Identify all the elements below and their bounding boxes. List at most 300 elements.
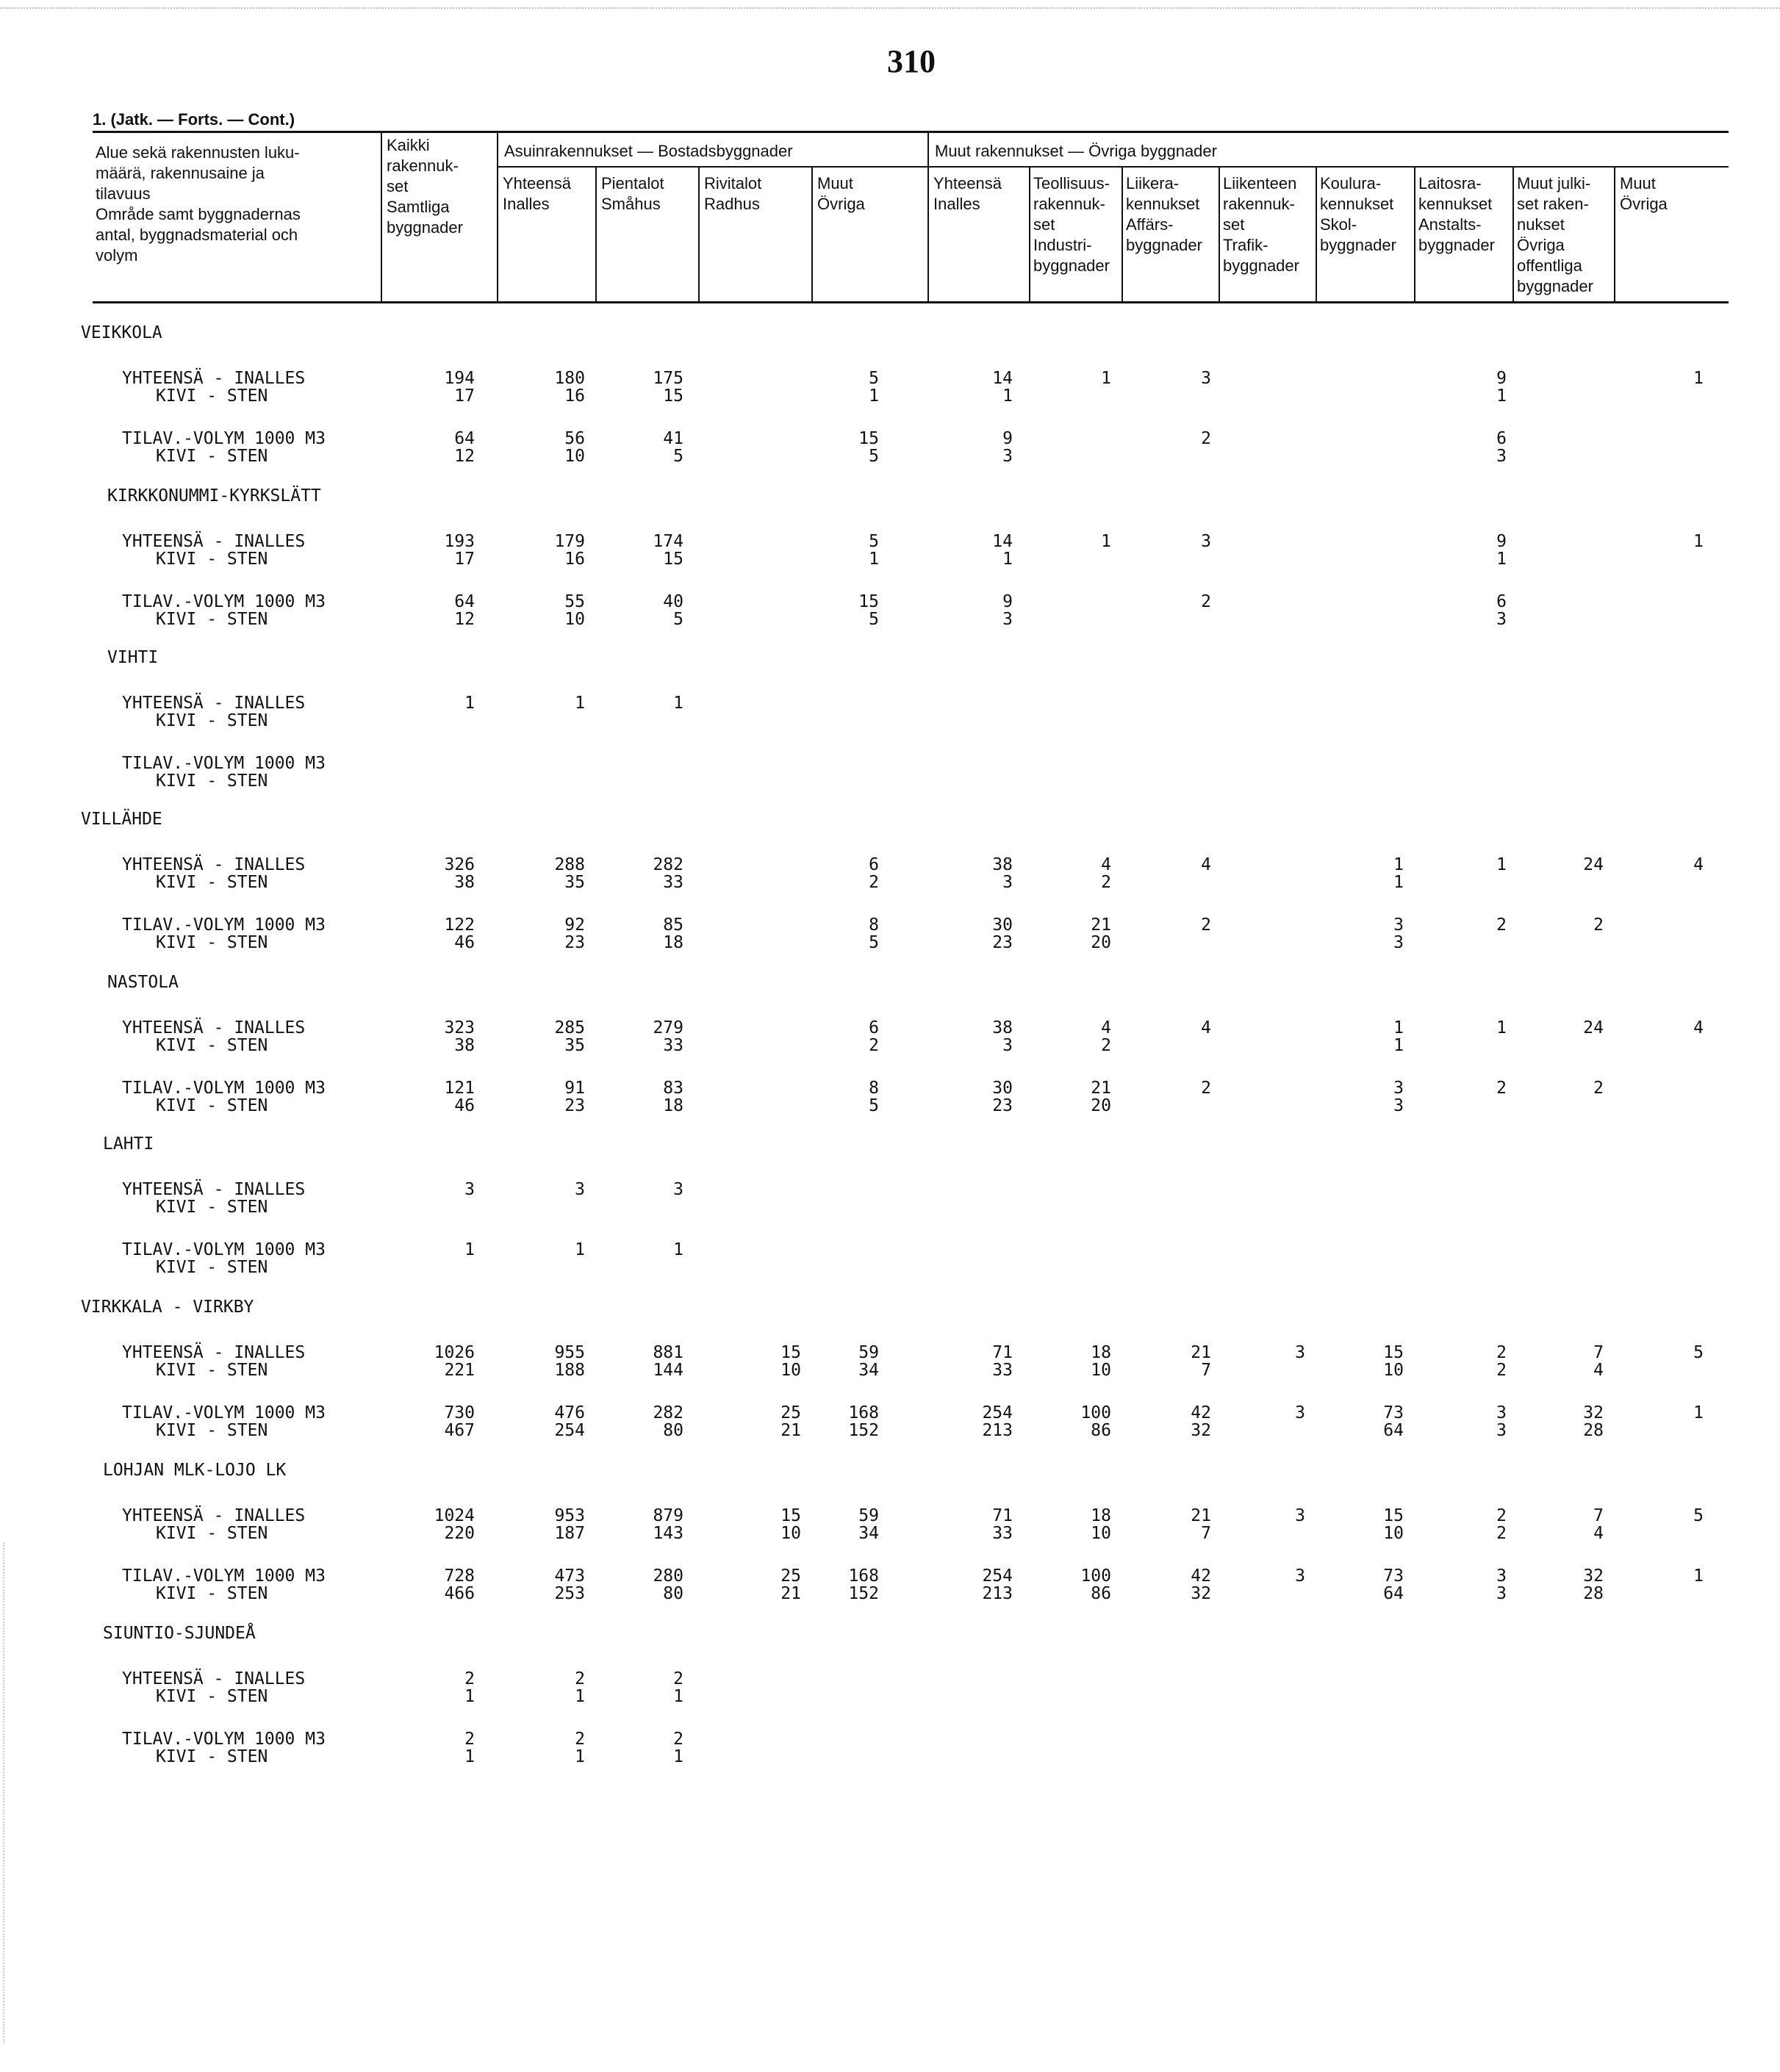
table-cell: 92 <box>564 916 585 935</box>
row-label: TILAV.-VOLYM 1000 M3 <box>122 429 326 448</box>
table-cell: 4 <box>1593 1524 1604 1543</box>
table-cell: 16 <box>564 386 585 406</box>
col-rule <box>595 166 597 301</box>
table-cell: 254 <box>982 1403 1013 1422</box>
table-cell: 1 <box>1693 369 1704 388</box>
header-col-res-total: Yhteensä Inalles <box>503 174 571 213</box>
header-col-other-total: Yhteensä Inalles <box>933 174 1002 213</box>
col-rule <box>381 131 382 301</box>
table-cell: 10 <box>1091 1524 1111 1543</box>
table-cell: 24 <box>1583 1018 1604 1037</box>
table-cell: 3 <box>1295 1403 1305 1422</box>
table-cell: 5 <box>869 369 879 388</box>
table-cell: 1 <box>464 1240 475 1259</box>
region-name: VIHTI <box>107 648 159 667</box>
row-label: KIVI - STEN <box>156 1361 268 1380</box>
header-top-rule <box>93 131 1729 133</box>
table-cell: 5 <box>869 1096 879 1115</box>
table-cell: 12 <box>454 610 475 629</box>
table-cell: 3 <box>1002 447 1013 466</box>
table-cell: 282 <box>653 855 683 874</box>
row-label: KIVI - STEN <box>156 1198 268 1217</box>
table-cell: 168 <box>848 1566 879 1586</box>
table-cell: 1 <box>1693 1566 1704 1586</box>
table-cell: 5 <box>869 610 879 629</box>
row-label: YHTEENSÄ - INALLES <box>122 1669 306 1688</box>
table-cell: 64 <box>454 592 475 611</box>
table-cell: 38 <box>992 1018 1013 1037</box>
table-cell: 253 <box>554 1584 585 1603</box>
header-col-public-other: Muut julki- set raken- nukset Övriga offentliga byggnader <box>1517 174 1593 295</box>
col-rule <box>1414 166 1415 301</box>
table-cell: 3 <box>1496 1403 1507 1422</box>
table-cell: 4 <box>1101 1018 1111 1037</box>
table-cell: 3 <box>673 1180 683 1199</box>
table-cell: 3 <box>1295 1566 1305 1586</box>
table-cell: 71 <box>992 1506 1013 1525</box>
table-cell: 152 <box>848 1584 879 1603</box>
table-cell: 7 <box>1201 1361 1211 1380</box>
table-cell: 32 <box>1191 1584 1211 1603</box>
table-cell: 4 <box>1101 855 1111 874</box>
table-cell: 2 <box>464 1669 475 1688</box>
table-cell: 83 <box>663 1079 683 1098</box>
table-cell: 1 <box>869 550 879 569</box>
table-cell: 10 <box>564 610 585 629</box>
col-rule <box>1122 166 1123 301</box>
table-cell: 2 <box>673 1669 683 1688</box>
table-cell: 220 <box>444 1524 475 1543</box>
row-label: TILAV.-VOLYM 1000 M3 <box>122 1730 326 1749</box>
table-cell: 9 <box>1002 429 1013 448</box>
table-cell: 10 <box>780 1361 801 1380</box>
table-cell: 213 <box>982 1584 1013 1603</box>
table-cell: 3 <box>1393 1096 1404 1115</box>
table-cell: 35 <box>564 873 585 892</box>
table-cell: 4 <box>1201 1018 1211 1037</box>
table-cell: 85 <box>663 916 683 935</box>
table-cell: 6 <box>1496 592 1507 611</box>
table-cell: 194 <box>444 369 475 388</box>
table-cell: 2 <box>869 873 879 892</box>
table-cell: 46 <box>454 933 475 952</box>
table-cell: 187 <box>554 1524 585 1543</box>
table-cell: 9 <box>1002 592 1013 611</box>
table-cell: 33 <box>992 1524 1013 1543</box>
table-cell: 1 <box>1393 855 1404 874</box>
table-cell: 64 <box>1383 1584 1404 1603</box>
table-cell: 32 <box>1583 1403 1604 1422</box>
table-cell: 55 <box>564 592 585 611</box>
region-name: LOHJAN MLK-LOJO LK <box>103 1461 287 1480</box>
header-col-traffic: Liikenteen rakennuk- set Trafik- byggnader <box>1223 174 1299 275</box>
header-col-school: Koulura- kennukset Skol- byggnader <box>1320 174 1396 254</box>
table-cell: 3 <box>1496 1584 1507 1603</box>
table-cell: 2 <box>464 1730 475 1749</box>
row-label: KIVI - STEN <box>156 1036 268 1055</box>
header-col-commercial: Liikera- kennukset Affärs- byggnader <box>1126 174 1202 254</box>
table-cell: 10 <box>1383 1524 1404 1543</box>
table-cell: 5 <box>673 447 683 466</box>
table-cell: 2 <box>1496 1343 1507 1362</box>
table-cell: 2 <box>1496 1524 1507 1543</box>
col-rule <box>927 131 929 301</box>
table-cell: 179 <box>554 532 585 551</box>
header-total: Kaikki rakennuk- set Samtliga byggnader <box>387 136 463 237</box>
header-col-industrial: Teollisuus- rakennuk- set Industri- byggnader <box>1033 174 1110 275</box>
table-cell: 2 <box>1496 916 1507 935</box>
table-cell: 175 <box>653 369 683 388</box>
table-cell: 466 <box>444 1584 475 1603</box>
col-rule <box>1316 166 1317 301</box>
table-cell: 1 <box>464 1687 475 1706</box>
table-cell: 7 <box>1593 1343 1604 1362</box>
table-cell: 38 <box>992 855 1013 874</box>
row-label: TILAV.-VOLYM 1000 M3 <box>122 1403 326 1422</box>
table-cell: 18 <box>663 933 683 952</box>
table-cell: 12 <box>454 447 475 466</box>
table-cell: 1 <box>464 1747 475 1766</box>
table-cell: 24 <box>1583 855 1604 874</box>
table-cell: 18 <box>663 1096 683 1115</box>
table-cell: 3 <box>1496 1566 1507 1586</box>
table-cell: 2 <box>1496 1506 1507 1525</box>
row-label: KIVI - STEN <box>156 1096 268 1115</box>
table-cell: 1 <box>673 694 683 713</box>
table-cell: 2 <box>575 1669 585 1688</box>
table-cell: 1 <box>1101 532 1111 551</box>
table-cell: 1 <box>673 1747 683 1766</box>
table-cell: 28 <box>1583 1421 1604 1440</box>
table-cell: 91 <box>564 1079 585 1098</box>
table-cell: 23 <box>564 1096 585 1115</box>
table-cell: 33 <box>663 1036 683 1055</box>
region-name: VIRKKALA - VIRKBY <box>81 1298 254 1317</box>
table-cell: 9 <box>1496 369 1507 388</box>
table-cell: 1 <box>1496 550 1507 569</box>
table-cell: 1 <box>575 1747 585 1766</box>
table-cell: 152 <box>848 1421 879 1440</box>
table-cell: 3 <box>1295 1506 1305 1525</box>
table-cell: 14 <box>992 532 1013 551</box>
table-cell: 56 <box>564 429 585 448</box>
table-cell: 168 <box>848 1403 879 1422</box>
table-cell: 221 <box>444 1361 475 1380</box>
table-cell: 5 <box>869 933 879 952</box>
table-cell: 10 <box>780 1524 801 1543</box>
continuation-label: 1. (Jatk. — Forts. — Cont.) <box>93 110 295 129</box>
region-name: KIRKKONUMMI-KYRKSLÄTT <box>107 486 321 506</box>
header-col-res-other: Muut Övriga <box>817 174 865 213</box>
table-cell: 21 <box>780 1421 801 1440</box>
table-cell: 5 <box>1693 1343 1704 1362</box>
table-cell: 15 <box>663 550 683 569</box>
table-cell: 121 <box>444 1079 475 1098</box>
region-name: LAHTI <box>103 1134 154 1154</box>
table-cell: 2 <box>1496 1361 1507 1380</box>
table-cell: 3 <box>1496 1421 1507 1440</box>
table-cell: 38 <box>454 1036 475 1055</box>
table-cell: 10 <box>1383 1361 1404 1380</box>
header-col-terraced: Rivitalot Radhus <box>704 174 762 213</box>
table-cell: 38 <box>454 873 475 892</box>
table-cell: 5 <box>869 447 879 466</box>
table-cell: 34 <box>858 1524 879 1543</box>
table-cell: 21 <box>1191 1343 1211 1362</box>
table-cell: 3 <box>1496 610 1507 629</box>
region-name: VEIKKOLA <box>81 323 162 342</box>
table-cell: 3 <box>1002 873 1013 892</box>
table-cell: 3 <box>1496 447 1507 466</box>
table-cell: 282 <box>653 1403 683 1422</box>
table-cell: 3 <box>1393 1079 1404 1098</box>
table-cell: 5 <box>1693 1506 1704 1525</box>
table-cell: 15 <box>663 386 683 406</box>
table-cell: 1 <box>1693 532 1704 551</box>
row-label: TILAV.-VOLYM 1000 M3 <box>122 754 326 773</box>
table-cell: 15 <box>858 429 879 448</box>
table-cell: 174 <box>653 532 683 551</box>
group-divider-rule <box>497 166 1729 168</box>
row-label: KIVI - STEN <box>156 873 268 892</box>
table-cell: 1 <box>1393 1018 1404 1037</box>
table-cell: 4 <box>1693 1018 1704 1037</box>
table-cell: 15 <box>780 1506 801 1525</box>
row-label: KIVI - STEN <box>156 550 268 569</box>
table-cell: 15 <box>780 1343 801 1362</box>
row-label: KIVI - STEN <box>156 1747 268 1766</box>
table-cell: 15 <box>1383 1343 1404 1362</box>
table-cell: 21 <box>780 1584 801 1603</box>
row-label: TILAV.-VOLYM 1000 M3 <box>122 1079 326 1098</box>
table-cell: 28 <box>1583 1584 1604 1603</box>
row-label: YHTEENSÄ - INALLES <box>122 1018 306 1037</box>
table-cell: 285 <box>554 1018 585 1037</box>
col-rule <box>698 166 700 301</box>
table-cell: 7 <box>1201 1524 1211 1543</box>
table-cell: 2 <box>1496 1079 1507 1098</box>
table-cell: 2 <box>1101 1036 1111 1055</box>
table-cell: 3 <box>1393 916 1404 935</box>
row-label: TILAV.-VOLYM 1000 M3 <box>122 1566 326 1586</box>
table-cell: 122 <box>444 916 475 935</box>
col-rule <box>811 166 813 301</box>
table-cell: 18 <box>1091 1506 1111 1525</box>
table-cell: 879 <box>653 1506 683 1525</box>
table-cell: 1 <box>673 1687 683 1706</box>
table-cell: 953 <box>554 1506 585 1525</box>
table-cell: 33 <box>663 873 683 892</box>
col-rule <box>1029 166 1030 301</box>
table-cell: 279 <box>653 1018 683 1037</box>
table-cell: 326 <box>444 855 475 874</box>
table-cell: 3 <box>464 1180 475 1199</box>
table-cell: 3 <box>1201 532 1211 551</box>
table-cell: 16 <box>564 550 585 569</box>
table-cell: 2 <box>1201 592 1211 611</box>
table-cell: 80 <box>663 1421 683 1440</box>
table-cell: 3 <box>1393 933 1404 952</box>
table-cell: 20 <box>1091 1096 1111 1115</box>
table-cell: 955 <box>554 1343 585 1362</box>
table-cell: 35 <box>564 1036 585 1055</box>
table-cell: 18 <box>1091 1343 1111 1362</box>
table-cell: 1 <box>1393 1036 1404 1055</box>
table-cell: 64 <box>454 429 475 448</box>
table-cell: 64 <box>1383 1421 1404 1440</box>
header-col-institution: Laitosra- kennukset Anstalts- byggnader <box>1418 174 1495 254</box>
col-rule <box>497 131 498 301</box>
row-label: YHTEENSÄ - INALLES <box>122 369 306 388</box>
table-cell: 193 <box>444 532 475 551</box>
row-label: KIVI - STEN <box>156 933 268 952</box>
margin-dots <box>3 1543 4 2043</box>
table-cell: 6 <box>1496 429 1507 448</box>
table-cell: 17 <box>454 550 475 569</box>
row-label: KIVI - STEN <box>156 447 268 466</box>
header-col-detached: Pientalot Småhus <box>601 174 664 213</box>
table-cell: 71 <box>992 1343 1013 1362</box>
table-cell: 213 <box>982 1421 1013 1440</box>
table-cell: 1 <box>1002 550 1013 569</box>
table-cell: 2 <box>1201 1079 1211 1098</box>
row-label: YHTEENSÄ - INALLES <box>122 855 306 874</box>
row-label: YHTEENSÄ - INALLES <box>122 1506 306 1525</box>
table-cell: 2 <box>1593 916 1604 935</box>
table-cell: 25 <box>780 1566 801 1586</box>
table-cell: 6 <box>869 1018 879 1037</box>
table-cell: 6 <box>869 855 879 874</box>
table-cell: 3 <box>1201 369 1211 388</box>
table-cell: 34 <box>858 1361 879 1380</box>
table-cell: 23 <box>992 1096 1013 1115</box>
row-label: YHTEENSÄ - INALLES <box>122 1180 306 1199</box>
header-col-other: Muut Övriga <box>1620 174 1668 213</box>
table-cell: 2 <box>575 1730 585 1749</box>
table-cell: 73 <box>1383 1566 1404 1586</box>
table-cell: 2 <box>1593 1079 1604 1098</box>
table-cell: 1 <box>869 386 879 406</box>
table-cell: 59 <box>858 1343 879 1362</box>
table-cell: 100 <box>1080 1566 1111 1586</box>
table-cell: 3 <box>1002 1036 1013 1055</box>
row-label: YHTEENSÄ - INALLES <box>122 694 306 713</box>
table-cell: 100 <box>1080 1403 1111 1422</box>
table-cell: 10 <box>564 447 585 466</box>
table-cell: 33 <box>992 1361 1013 1380</box>
table-cell: 32 <box>1583 1566 1604 1586</box>
table-cell: 7 <box>1593 1506 1604 1525</box>
table-cell: 1 <box>1496 855 1507 874</box>
table-cell: 40 <box>663 592 683 611</box>
table-cell: 254 <box>982 1566 1013 1586</box>
table-cell: 80 <box>663 1584 683 1603</box>
table-cell: 2 <box>1101 873 1111 892</box>
row-label: TILAV.-VOLYM 1000 M3 <box>122 592 326 611</box>
table-cell: 467 <box>444 1421 475 1440</box>
row-label: TILAV.-VOLYM 1000 M3 <box>122 1240 326 1259</box>
table-cell: 476 <box>554 1403 585 1422</box>
table-cell: 180 <box>554 369 585 388</box>
table-cell: 5 <box>673 610 683 629</box>
row-label: KIVI - STEN <box>156 610 268 629</box>
table-cell: 32 <box>1191 1421 1211 1440</box>
table-cell: 323 <box>444 1018 475 1037</box>
table-cell: 1 <box>1002 386 1013 406</box>
region-name: VILLÄHDE <box>81 810 162 829</box>
table-cell: 3 <box>575 1180 585 1199</box>
table-cell: 143 <box>653 1524 683 1543</box>
table-cell: 15 <box>1383 1506 1404 1525</box>
table-cell: 188 <box>554 1361 585 1380</box>
table-cell: 23 <box>992 933 1013 952</box>
table-cell: 73 <box>1383 1403 1404 1422</box>
table-cell: 17 <box>454 386 475 406</box>
table-cell: 21 <box>1091 916 1111 935</box>
table-cell: 1 <box>1393 873 1404 892</box>
table-cell: 46 <box>454 1096 475 1115</box>
table-cell: 4 <box>1201 855 1211 874</box>
table-cell: 881 <box>653 1343 683 1362</box>
table-cell: 21 <box>1191 1506 1211 1525</box>
table-cell: 288 <box>554 855 585 874</box>
row-label: KIVI - STEN <box>156 1687 268 1706</box>
table-cell: 42 <box>1191 1403 1211 1422</box>
table-cell: 2 <box>1201 429 1211 448</box>
table-cell: 2 <box>869 1036 879 1055</box>
page-number: 310 <box>887 43 936 79</box>
row-label: KIVI - STEN <box>156 1258 268 1277</box>
table-cell: 30 <box>992 1079 1013 1098</box>
table-cell: 1 <box>575 694 585 713</box>
table-cell: 1 <box>1496 1018 1507 1037</box>
table-cell: 473 <box>554 1566 585 1586</box>
table-cell: 25 <box>780 1403 801 1422</box>
table-cell: 8 <box>869 1079 879 1098</box>
table-cell: 14 <box>992 369 1013 388</box>
row-label: YHTEENSÄ - INALLES <box>122 532 306 551</box>
row-label: KIVI - STEN <box>156 1524 268 1543</box>
table-cell: 144 <box>653 1361 683 1380</box>
table-cell: 1 <box>575 1240 585 1259</box>
table-cell: 15 <box>858 592 879 611</box>
table-cell: 1 <box>673 1240 683 1259</box>
header-stub: Alue sekä rakennusten luku- määrä, rakennusaine ja tilavuus Område samt byggnadernas antal, byggnadsmaterial och volym <box>96 143 301 265</box>
row-label: TILAV.-VOLYM 1000 M3 <box>122 916 326 935</box>
row-label: KIVI - STEN <box>156 711 268 730</box>
header-residential-group: Asuinrakennukset — Bostadsbyggnader <box>504 142 793 160</box>
table-cell: 728 <box>444 1566 475 1586</box>
table-cell: 8 <box>869 916 879 935</box>
header-bottom-rule <box>93 301 1729 303</box>
table-cell: 1026 <box>434 1343 475 1362</box>
table-cell: 4 <box>1693 855 1704 874</box>
table-cell: 3 <box>1002 610 1013 629</box>
table-cell: 1024 <box>434 1506 475 1525</box>
row-label: KIVI - STEN <box>156 1421 268 1440</box>
table-cell: 41 <box>663 429 683 448</box>
table-cell: 254 <box>554 1421 585 1440</box>
col-rule <box>1614 166 1615 301</box>
table-cell: 4 <box>1593 1361 1604 1380</box>
table-cell: 59 <box>858 1506 879 1525</box>
page-top-rule <box>0 7 1780 9</box>
table-cell: 9 <box>1496 532 1507 551</box>
table-cell: 42 <box>1191 1566 1211 1586</box>
table-cell: 1 <box>1496 386 1507 406</box>
col-rule <box>1512 166 1514 301</box>
region-name: SIUNTIO-SJUNDEÅ <box>103 1624 256 1643</box>
